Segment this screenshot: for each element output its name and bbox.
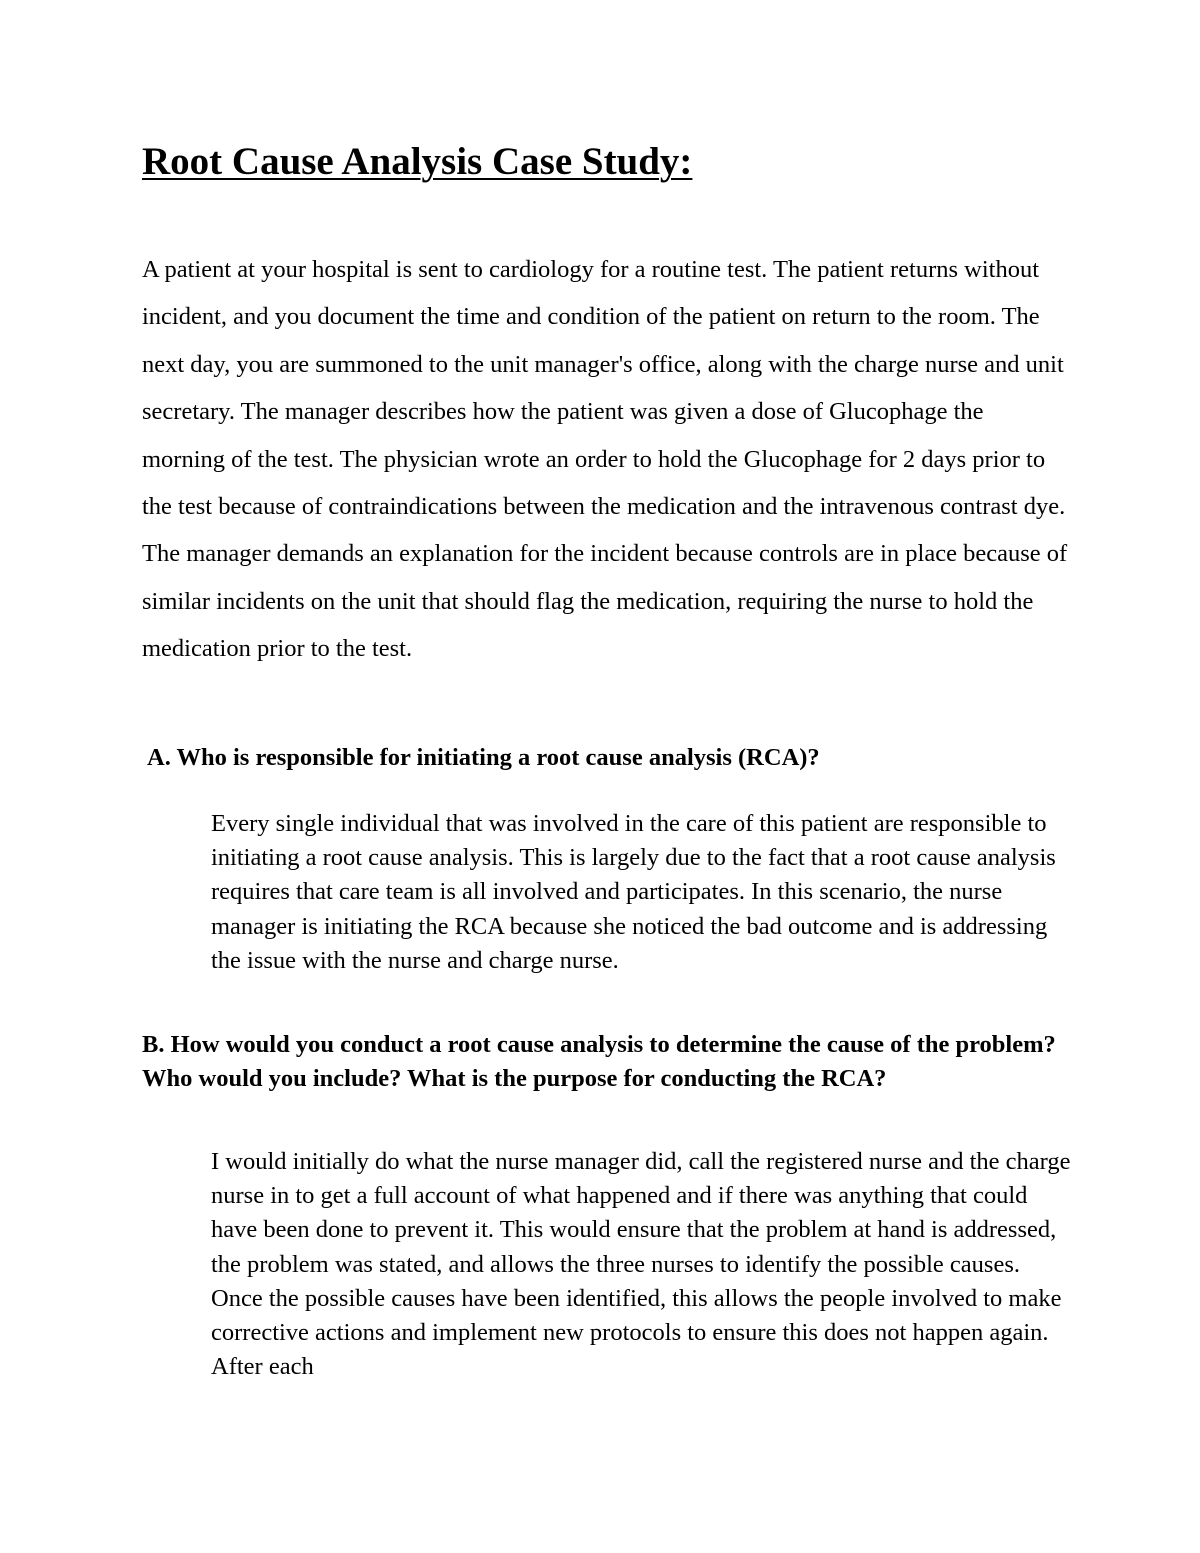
case-scenario-paragraph: A patient at your hospital is sent to cardiology for a routine test. The patient returns without incident, and you document the time and condition of the patient on return to the room. The next day, you are summoned to the unit manager's office, along with the charge nurse and unit secretary. The manager describes how the patient was given a dose of Glucophage the morning of the test. The physician wrote an order to hold the Glucophage for 2 days prior to the test because of contraindications between the medication and the intravenous contrast dye. The manager demands an explanation for the incident because controls are in place because of similar incidents on the unit that should flag the medication, requiring the nurse to hold the medication prior to the test. xyxy=(142,256,1068,663)
question-a-heading: A. Who is responsible for initiating a root cause analysis (RCA)? xyxy=(147,744,820,771)
answer-a-paragraph: Every single individual that was involved in the care of this patient are responsible to initiating a root cause analysis. This is largely due to the fact that a root cause analysis requires that care team is all involved and participates. In this scenario, the nurse manager is initiating the RCA because she noticed the bad outcome and is addressing the issue with the nurse and charge nurse. xyxy=(211,810,1056,974)
document-title: Root Cause Analysis Case Study: xyxy=(142,140,693,183)
question-b-heading: B. How would you conduct a root cause analysis to determine the cause of the problem? Who would you include? What is the purpose for conducting the RCA? xyxy=(142,1031,1056,1093)
answer-b-paragraph: I would initially do what the nurse manager did, call the registered nurse and the charge nurse in to get a full account of what happened and if there was anything that could have been done to prevent it. This would ensure that the problem at hand is addressed, the problem was stated, and allows the three nurses to identify the possible causes. Once the possible causes have been identified, this allows the people involved to make corrective actions and implement new protocols to ensure this does not happen again. After each xyxy=(211,1148,1071,1381)
